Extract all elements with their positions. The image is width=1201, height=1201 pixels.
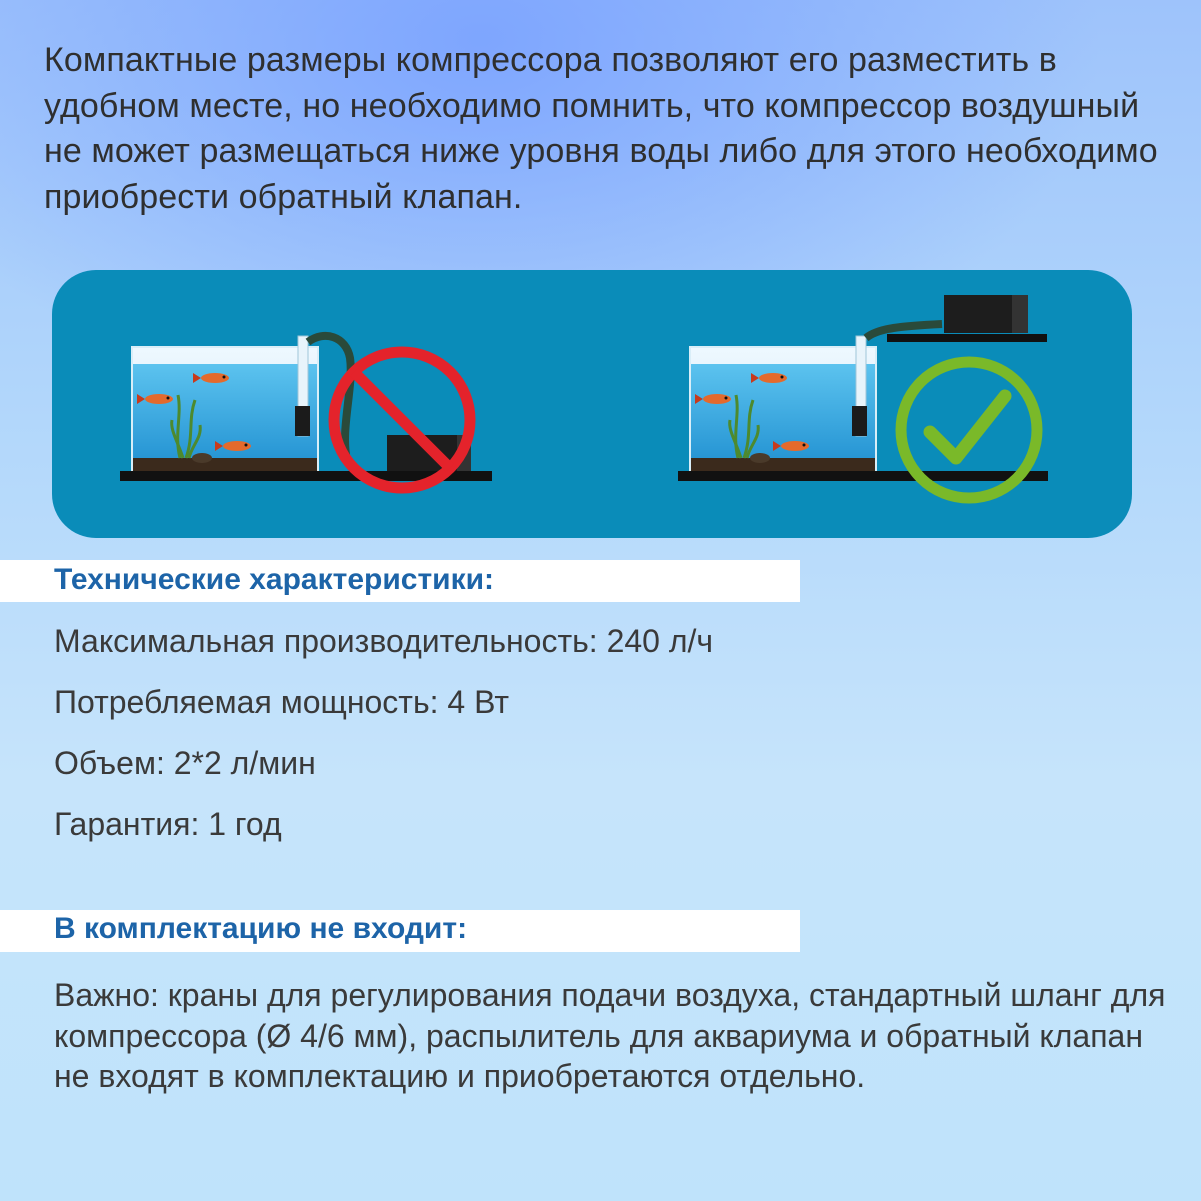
- installation-illustration-panel: [52, 270, 1132, 538]
- spec-item: Гарантия: 1 год: [54, 806, 282, 842]
- not-included-text: Важно: краны для регулирования подачи воздуха, стандартный шланг для компрессора (Ø 4/6 мм), распылитель для аквариума и обратный клапан не входят в комплектацию и приобретаются отдельно.: [54, 977, 1166, 1094]
- installation-illustration: [52, 270, 1132, 538]
- spec-item: Объем: 2*2 л/мин: [54, 745, 316, 781]
- compressor-above-water: [887, 295, 1047, 342]
- intro-paragraph: Компактные размеры компрессора позволяют его разместить в удобном месте, но необходимо помнить, что компрессор воздушный не может размещаться ниже уровня воды либо для этого необходимо приобрести обратный клапан.: [44, 41, 1158, 216]
- specs-title: Технические характеристики:: [54, 563, 495, 596]
- spec-item: Максимальная производительность: 240 л/ч: [54, 623, 714, 659]
- spec-item: Потребляемая мощность: 4 Вт: [54, 684, 510, 720]
- not-included-title: В комплектацию не входит:: [54, 912, 468, 945]
